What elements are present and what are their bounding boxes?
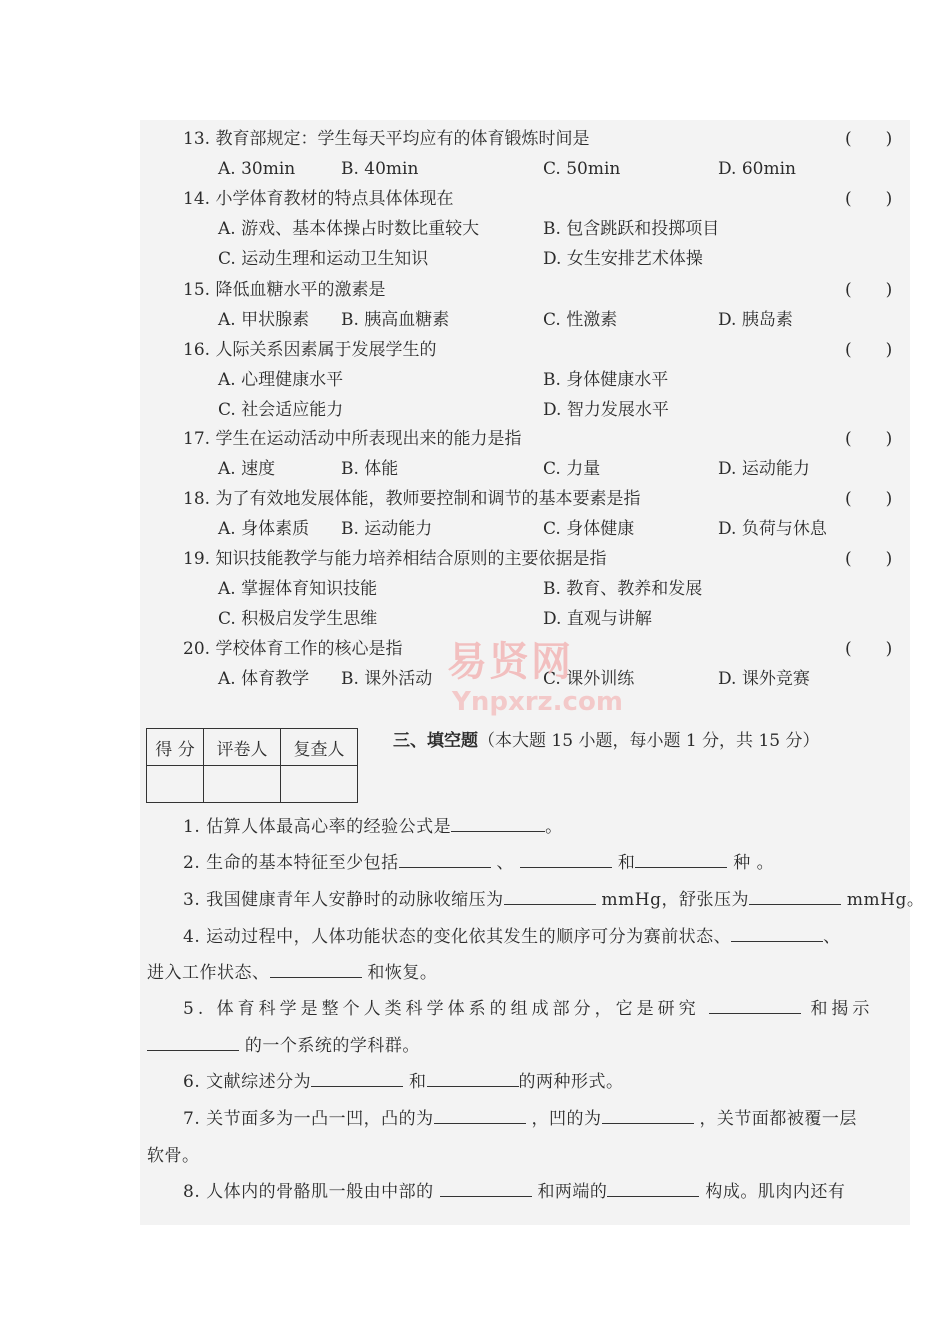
question-16-stem: 16. 人际关系因素属于发展学生的	[183, 340, 437, 360]
option: B. 包含跳跃和投掷项目	[543, 219, 720, 239]
answer-paren: ( )	[845, 489, 893, 509]
option: B. 身体健康水平	[543, 370, 669, 390]
answer-paren: ( )	[845, 129, 893, 149]
text: mmHg，舒张压为	[601, 890, 749, 910]
option: D. 课外竞赛	[718, 669, 810, 689]
option: D. 胰岛素	[718, 310, 793, 330]
question-13-stem: 13. 教育部规定：学生每天平均应有的体育锻炼时间是	[183, 129, 590, 149]
answer-blank[interactable]	[709, 999, 801, 1014]
fill-question-4-cont	[147, 962, 437, 984]
option: C. 运动生理和运动卫生知识	[218, 249, 429, 269]
answer-blank[interactable]	[427, 1072, 519, 1087]
option: C. 积极启发学生思维	[218, 609, 378, 629]
answer-blank[interactable]	[520, 853, 612, 868]
answer-paren: ( )	[845, 340, 893, 360]
section-note: （本大题 15 小题，每小题 1 分，共 15 分）	[478, 731, 820, 751]
text: 、	[823, 927, 841, 947]
answer-blank[interactable]	[270, 963, 362, 978]
option: B. 课外活动	[341, 669, 433, 689]
text: ，关节面都被覆一层	[699, 1109, 857, 1129]
answer-blank[interactable]	[399, 853, 491, 868]
fill-question-6	[183, 1071, 624, 1093]
option: B. 胰高血糖素	[341, 310, 450, 330]
text: 2. 生命的基本特征至少包括	[183, 853, 399, 873]
answer-blank[interactable]	[602, 1109, 694, 1124]
option: C. 50min	[543, 159, 621, 179]
option: A. 游戏、基本体操占时数比重较大	[218, 219, 480, 239]
text: 3. 我国健康青年人安静时的动脉收缩压为	[183, 890, 504, 910]
option: B. 40min	[341, 159, 419, 179]
option: A. 体育教学	[218, 669, 310, 689]
option: A. 身体素质	[218, 519, 310, 539]
answer-paren: ( )	[845, 280, 893, 300]
option: D. 直观与讲解	[543, 609, 652, 629]
text: 的两种形式。	[518, 1072, 624, 1092]
fill-question-4	[183, 926, 841, 948]
text: 1. 估算人体最高心率的经验公式是	[183, 817, 452, 837]
answer-blank[interactable]	[311, 1072, 403, 1087]
option: A. 甲状腺素	[218, 310, 310, 330]
score-table	[146, 728, 358, 803]
answer-paren: ( )	[845, 549, 893, 569]
grader-cell[interactable]	[204, 766, 281, 803]
score-cell[interactable]	[147, 766, 204, 803]
answer-paren: ( )	[845, 429, 893, 449]
text: 、	[496, 853, 515, 873]
text: 的一个系统的学科群。	[244, 1036, 420, 1056]
option: C. 课外训练	[543, 669, 635, 689]
answer-blank[interactable]	[434, 1109, 526, 1124]
question-18-stem: 18. 为了有效地发展体能，教师要控制和调节的基本要素是指	[183, 489, 641, 509]
question-14-stem: 14. 小学体育教材的特点具体体现在	[183, 189, 454, 209]
option: C. 社会适应能力	[218, 400, 344, 420]
answer-blank[interactable]	[451, 817, 545, 832]
text: 和两端的	[537, 1182, 608, 1202]
fill-question-2	[183, 852, 774, 874]
option: D. 智力发展水平	[543, 400, 669, 420]
text: 和	[617, 853, 636, 873]
fill-question-8	[183, 1181, 845, 1203]
option: B. 教育、教养和发展	[543, 579, 703, 599]
text: 。	[545, 817, 563, 837]
answer-blank[interactable]	[731, 927, 823, 942]
question-17-stem: 17. 学生在运动活动中所表现出来的能力是指	[183, 429, 522, 449]
text: 软骨。	[147, 1146, 200, 1166]
text: 和恢复。	[367, 963, 438, 983]
text: 8. 人体内的骨骼肌一般由中部的	[183, 1182, 434, 1202]
text: ，凹的为	[531, 1109, 602, 1129]
watermark-cn: 易贤网	[447, 639, 573, 685]
fill-question-5	[183, 998, 873, 1020]
option: A. 心理健康水平	[218, 370, 344, 390]
question-20-stem: 20. 学校体育工作的核心是指	[183, 639, 403, 659]
option: A. 掌握体育知识技能	[218, 579, 378, 599]
option: C. 力量	[543, 459, 601, 479]
answer-blank[interactable]	[147, 1036, 239, 1051]
option: D. 60min	[718, 159, 796, 179]
text: 4. 运动过程中，人体功能状态的变化依其发生的顺序可分为赛前状态、	[183, 927, 732, 947]
answer-blank[interactable]	[749, 890, 841, 905]
fill-question-3	[183, 889, 924, 911]
fill-question-1	[183, 816, 563, 838]
fill-question-7-cont	[147, 1145, 200, 1167]
watermark-en: Ynpxrz.com	[452, 687, 623, 717]
text: 种 。	[733, 853, 775, 873]
fill-question-5-cont	[147, 1035, 420, 1057]
option: A. 速度	[218, 459, 276, 479]
text: 和	[409, 1072, 427, 1092]
reviewer-header: 复查人	[281, 729, 358, 766]
option: B. 运动能力	[341, 519, 433, 539]
score-header: 得 分	[147, 729, 204, 766]
text: 和揭示	[810, 999, 874, 1019]
question-19-stem: 19. 知识技能教学与能力培养相结合原则的主要依据是指	[183, 549, 607, 569]
option: C. 身体健康	[543, 519, 635, 539]
option: D. 女生安排艺术体操	[543, 249, 703, 269]
answer-blank[interactable]	[607, 1182, 699, 1197]
option: C. 性激素	[543, 310, 618, 330]
answer-blank[interactable]	[440, 1182, 532, 1197]
text: 6. 文献综述分为	[183, 1072, 312, 1092]
text: 进入工作状态、	[147, 963, 270, 983]
option: D. 运动能力	[718, 459, 810, 479]
option: D. 负荷与休息	[718, 519, 827, 539]
fill-question-7	[183, 1108, 857, 1130]
text: 构成。肌肉内还有	[705, 1182, 846, 1202]
question-15-stem: 15. 降低血糖水平的激素是	[183, 280, 386, 300]
text: 5. 体育科学是整个人类科学体系的组成部分，它是研究	[183, 999, 700, 1019]
grader-header: 评卷人	[204, 729, 281, 766]
answer-blank[interactable]	[504, 890, 596, 905]
reviewer-cell[interactable]	[281, 766, 358, 803]
option: A. 30min	[218, 159, 296, 179]
option: B. 体能	[341, 459, 399, 479]
section-heading: 三、填空题	[393, 731, 478, 751]
section-title	[393, 730, 820, 752]
answer-paren: ( )	[845, 189, 893, 209]
answer-paren: ( )	[845, 639, 893, 659]
text: mmHg。	[846, 890, 925, 910]
answer-blank[interactable]	[635, 853, 727, 868]
text: 7. 关节面多为一凸一凹，凸的为	[183, 1109, 434, 1129]
